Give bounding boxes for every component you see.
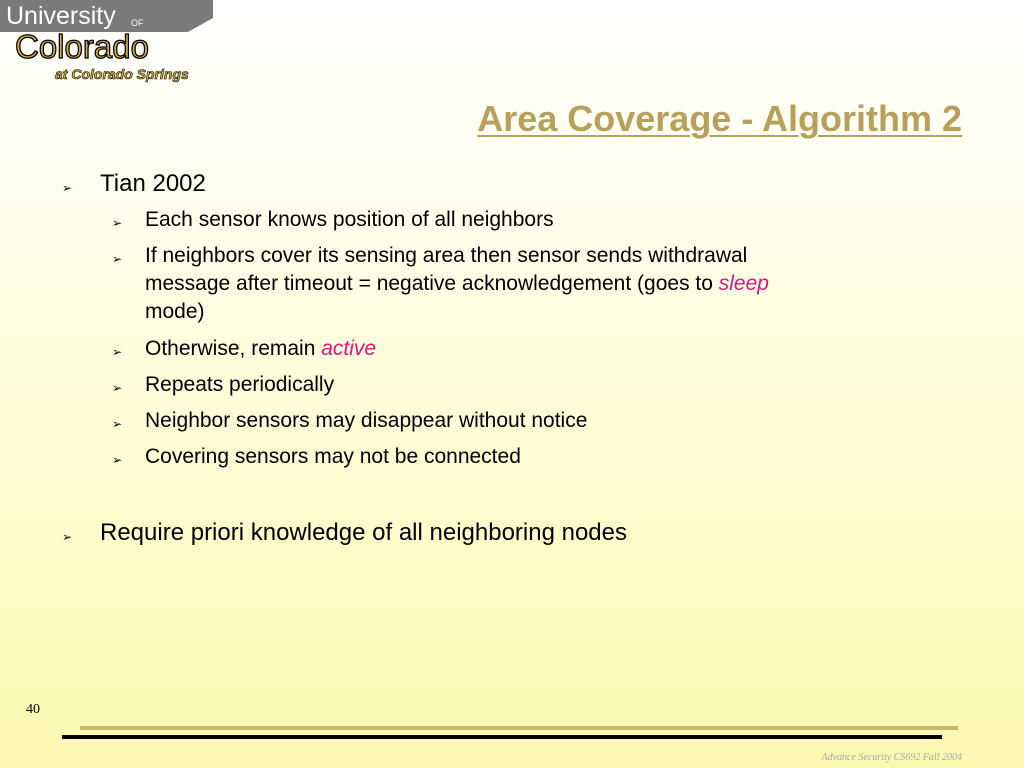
bullet-arrow-icon: ➢: [62, 181, 73, 195]
bullet-arrow-icon: ➢: [112, 345, 123, 359]
bullet-arrow-icon: ➢: [112, 453, 123, 467]
sub-bullet-disappear: Neighbor sensors may disappear without notice: [145, 409, 588, 432]
footer-divider-gold: [80, 726, 958, 730]
footer-course-text: Advance Security CS692 Fall 2004: [821, 752, 962, 763]
logo-of-text: OF: [131, 18, 144, 28]
logo-university-text: University: [6, 2, 116, 30]
slide-title: Area Coverage - Algorithm 2: [477, 98, 962, 139]
sub-bullet-withdrawal-line3: mode): [145, 300, 205, 323]
bullet-arrow-icon: ➢: [112, 216, 123, 230]
sub-bullet-otherwise-text: Otherwise, remain: [145, 337, 322, 360]
highlight-active: active: [321, 337, 377, 360]
sub-bullet-connected: Covering sensors may not be connected: [145, 445, 521, 468]
sub-bullet-position: Each sensor knows position of all neighbors: [145, 208, 554, 231]
logo-colorado-text: Colorado: [15, 28, 149, 65]
bullet-require: Require priori knowledge of all neighboring nodes: [100, 519, 628, 546]
sub-bullet-otherwise: [145, 335, 376, 362]
logo-springs-text: at Colorado Springs: [55, 66, 189, 82]
bullet-tian: Tian 2002: [100, 170, 206, 197]
page-number: 40: [26, 702, 40, 717]
bullet-arrow-icon: ➢: [112, 252, 123, 266]
sub-bullet-repeats: Repeats periodically: [145, 373, 335, 396]
highlight-sleep: sleep: [718, 272, 769, 295]
bullet-arrow-icon: ➢: [112, 381, 123, 395]
university-logo: [0, 0, 215, 92]
sub-bullet-withdrawal-line1: If neighbors cover its sensing area then sensor sends withdrawal: [145, 244, 748, 267]
sub-bullet-withdrawal-line2: [145, 270, 769, 297]
sub-bullet-withdrawal-text: message after timeout = negative acknowledgement (goes to: [145, 272, 719, 295]
footer-divider-black: [62, 735, 942, 739]
bullet-arrow-icon: ➢: [62, 530, 73, 544]
bullet-arrow-icon: ➢: [112, 417, 123, 431]
